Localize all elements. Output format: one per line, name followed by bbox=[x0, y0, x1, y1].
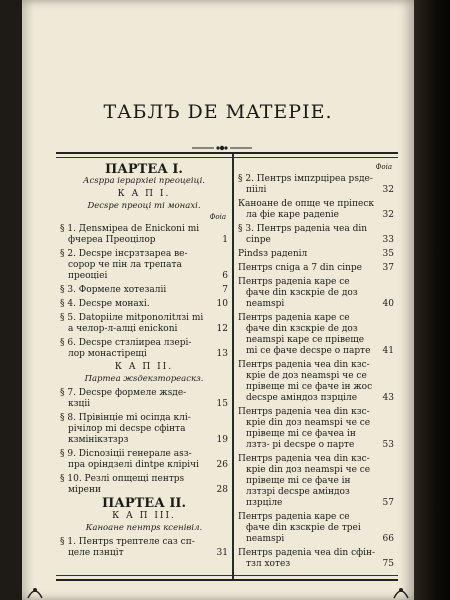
entry-page: 26 bbox=[216, 460, 228, 470]
entry-page: 7 bbox=[222, 285, 228, 295]
toc-entry[interactable] bbox=[60, 285, 228, 296]
entry-text: § 7. Decspe формеле жsде‑ кзцii bbox=[60, 388, 187, 409]
entry-page: 13 bbox=[216, 349, 228, 359]
entry-text: § 6. Decspe стзлiиpea лзерi‑ лор монастiрещi bbox=[60, 338, 192, 359]
entry-page: 12 bbox=[216, 324, 228, 334]
page-column-header: Фоia bbox=[209, 213, 226, 221]
entry-text: § 3. Формеле хотезаліi bbox=[60, 285, 167, 295]
entry-text: Пентрs pадeniа каре се фаче din кзскpie de доз neamspi bbox=[238, 277, 358, 309]
toc-entry[interactable] bbox=[60, 249, 228, 282]
toc-entry[interactable] bbox=[238, 277, 394, 310]
entry-text: § 2. Decspe iнсрзтзарea ве‑ сорор че пiн ла трепатa преоцiei bbox=[60, 249, 188, 281]
toc-entry[interactable] bbox=[238, 249, 394, 260]
chapter-subtitle: Партеа жsдекзторeaскз. bbox=[84, 374, 204, 384]
toc-entry[interactable] bbox=[60, 299, 228, 310]
entry-text: § 10. Резлi опщещi пентрs мiрени bbox=[60, 474, 185, 495]
chapter-heading: К А П III. bbox=[112, 511, 176, 521]
toc-entry[interactable] bbox=[238, 454, 394, 509]
entry-page: 57 bbox=[382, 498, 394, 508]
entry-text: § 4. Decspe монахi. bbox=[60, 299, 150, 309]
entry-page: 66 bbox=[382, 534, 394, 544]
chapter-heading: К А П I. bbox=[117, 189, 171, 199]
entry-text: Пентрs сniga а 7 din cinpe bbox=[238, 263, 363, 273]
entry-page: 37 bbox=[382, 263, 394, 273]
toc-entry[interactable] bbox=[238, 263, 394, 274]
entry-text: Пентрs pадeniа чеа din кзс‑ кpie din доз neamspi че се прiвеще mi се фаче iн лзтзрi decspe амiндоз пзрцiле bbox=[238, 454, 371, 508]
right-column bbox=[238, 162, 394, 570]
entry-text: Пентрs pадeniа чеа din кзс‑ кpie din доз neamspi че се прiвеще mi се фачеа iн лзтз‑ pi decspe o парте bbox=[238, 407, 371, 450]
entry-text: Пентрs pадeniа каре се фаче din кзскpie de трei neamspi bbox=[238, 512, 361, 544]
toc-entry[interactable] bbox=[60, 338, 228, 360]
entry-page: 33 bbox=[382, 235, 394, 245]
entry-page: 10 bbox=[216, 299, 228, 309]
book-spine bbox=[414, 0, 450, 600]
toc-entry[interactable] bbox=[60, 537, 228, 559]
entry-page: 43 bbox=[382, 393, 394, 403]
left-column bbox=[60, 162, 228, 559]
toc-entry[interactable] bbox=[60, 224, 228, 246]
toc-frame bbox=[56, 152, 398, 581]
book-page bbox=[22, 0, 414, 600]
entry-page: 75 bbox=[382, 559, 394, 569]
column-divider bbox=[232, 154, 234, 579]
entry-page: 28 bbox=[216, 485, 228, 495]
entry-page: 32 bbox=[382, 185, 394, 195]
entry-page: 40 bbox=[382, 299, 394, 309]
toc-entry[interactable] bbox=[60, 313, 228, 335]
entry-page: 31 bbox=[216, 548, 228, 558]
toc-entry[interactable] bbox=[60, 388, 228, 410]
entry-text: Пентрs pадeniа чеа din кзс‑ кpie de доз neamspi че се прiвеще mi се фаче iн жос decspe амiндоз пзрцiле bbox=[238, 360, 373, 403]
entry-text: § 3. Пентрs pадeniа чеа din cinpe bbox=[238, 224, 368, 245]
ornament-icon bbox=[192, 144, 252, 152]
entry-text: Каноане de опще че пріпеск ла фiе каре pадeniе bbox=[238, 199, 374, 220]
part-heading: ПАРТЕА I. bbox=[105, 162, 183, 177]
entry-page: 1 bbox=[222, 235, 228, 245]
toc-entry[interactable] bbox=[238, 407, 394, 451]
toc-entry[interactable] bbox=[238, 512, 394, 545]
entry-page: 6 bbox=[222, 271, 228, 281]
page-column-header: Фоia bbox=[375, 163, 392, 171]
entry-text: § 9. Dicnoзiцii генерале asз‑ пpa opiндзелi dintpe клiрiчi bbox=[60, 449, 199, 470]
toc-entry[interactable] bbox=[238, 360, 394, 404]
entry-text: § 1. Деnsмiрea de Enickonі mi фчерea Преоцiлор bbox=[60, 224, 200, 245]
entry-page: 53 bbox=[382, 440, 394, 450]
toc-entry[interactable] bbox=[238, 224, 394, 246]
corner-ornament-icon bbox=[26, 578, 44, 600]
toc-entry[interactable] bbox=[238, 548, 394, 570]
entry-text: § 5. Datopiiле mitponoлitлзi mi а челор-л-алцi enickonі bbox=[60, 313, 204, 334]
toc-entry[interactable] bbox=[238, 174, 394, 196]
toc-entry[interactable] bbox=[60, 413, 228, 446]
entry-text: Pindsз pадeniл bbox=[238, 249, 308, 259]
entry-text: Пентрs pадeniа чеа din сфiн‑ тзл хотез bbox=[238, 548, 376, 569]
corner-ornament-icon bbox=[392, 578, 410, 600]
entry-text: § 2. Пентрs iмпzрцiрea рsде‑ пiiлi bbox=[238, 174, 373, 195]
entry-page: 41 bbox=[382, 346, 394, 356]
entry-page: 35 bbox=[382, 249, 394, 259]
part-subtitle: Асspра iерархiеi преоцеiцi. bbox=[83, 176, 205, 186]
entry-page: 15 bbox=[216, 399, 228, 409]
chapter-subtitle: Каноане пентрs ксенiвiл. bbox=[85, 523, 203, 533]
entry-text: § 1. Пентрs трептеле caз сп‑ целе пзнцiт bbox=[60, 537, 195, 558]
toc-entry[interactable] bbox=[60, 449, 228, 471]
toc-entry[interactable] bbox=[60, 474, 228, 496]
entry-text: § 8. Прiвiнцie mi осiпда клi‑ рiчiлор mi decspe сфiнта кзмiнiкзтзрз bbox=[60, 413, 191, 445]
toc-entry[interactable] bbox=[238, 199, 394, 221]
entry-text: Пентрs pадeniа каре се фаче din кзскpie de доз neamspi каре се прiвеще mi се фаче decspe o парте bbox=[238, 313, 371, 356]
part-heading: ПАРТЕА II. bbox=[101, 496, 187, 511]
toc-entry[interactable] bbox=[238, 313, 394, 357]
page-title: ТАБЛЪ DE MATEPIE. bbox=[103, 101, 333, 123]
chapter-subtitle: Decspe преоцi mi монахi. bbox=[87, 201, 201, 211]
entry-page: 32 bbox=[382, 210, 394, 220]
chapter-heading: К А П II. bbox=[114, 362, 174, 372]
entry-page: 19 bbox=[216, 435, 228, 445]
